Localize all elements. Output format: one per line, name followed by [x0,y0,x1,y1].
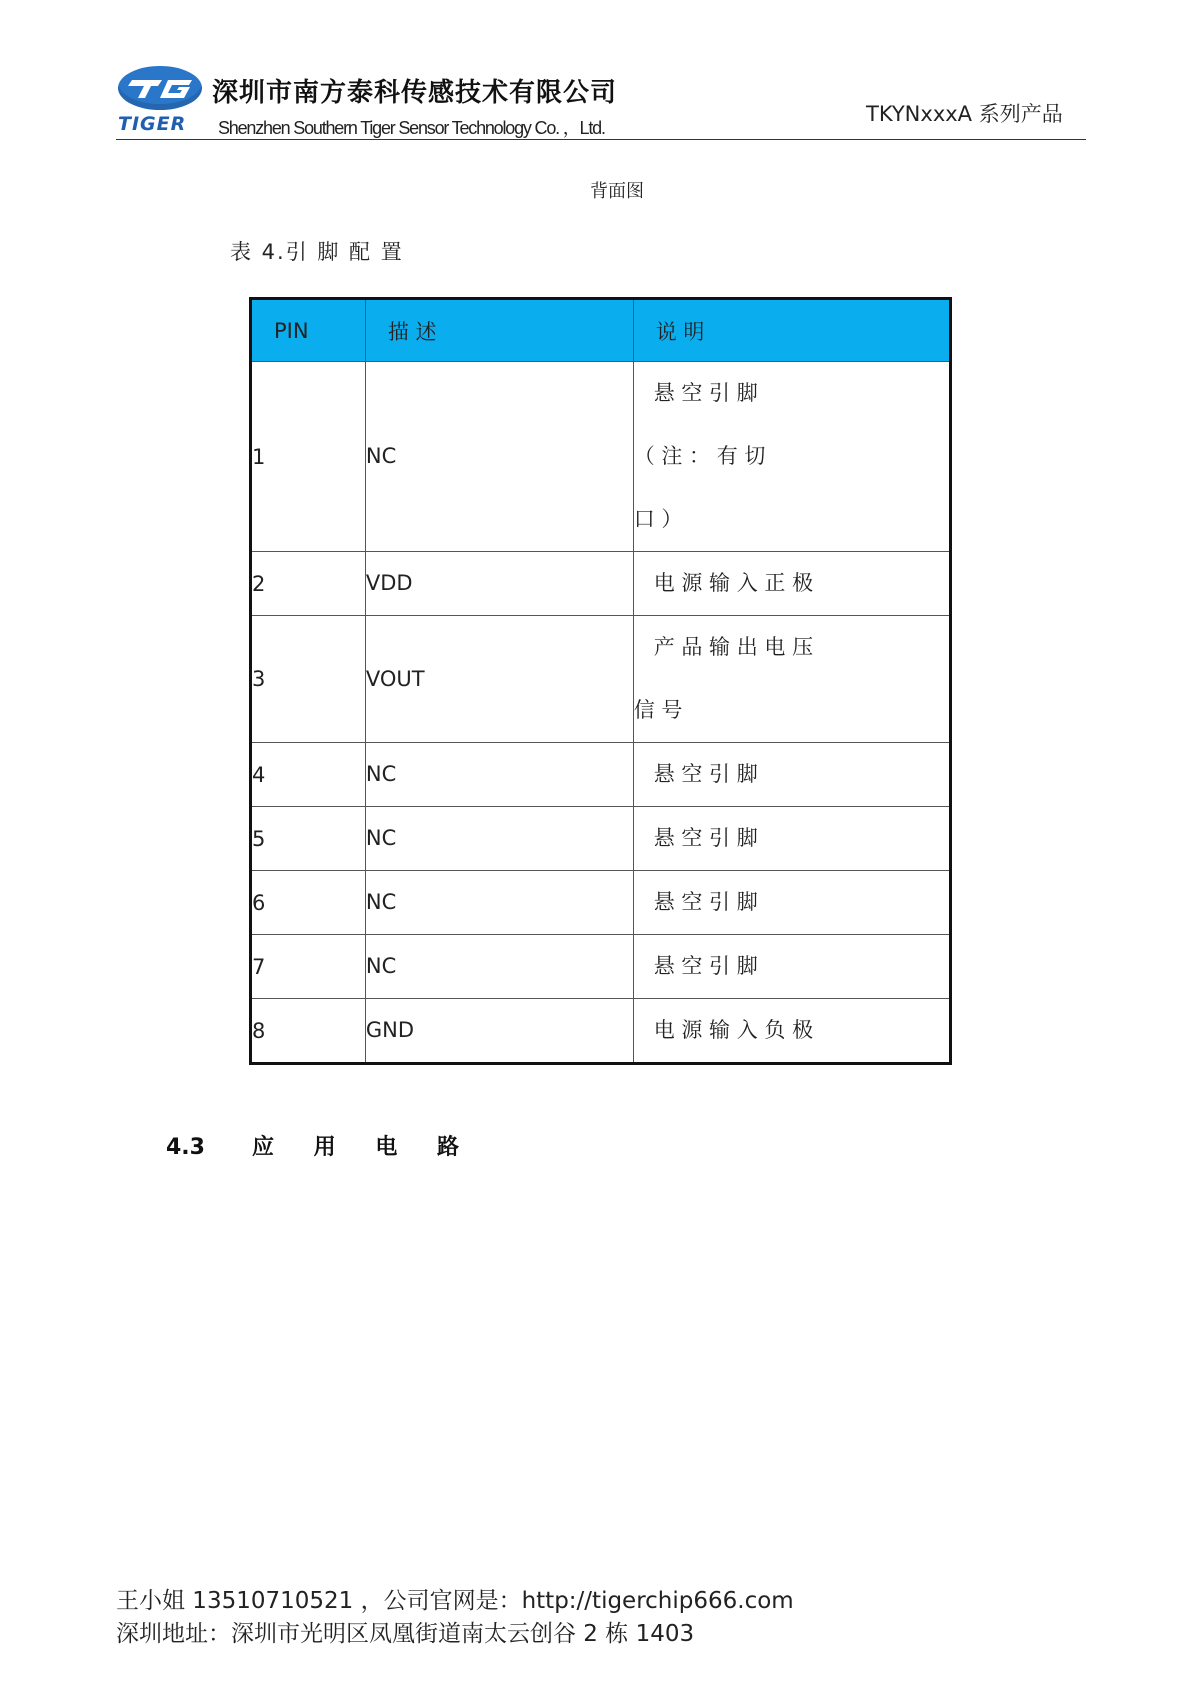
pin-explanation: 悬 空 引 脚 （ 注 ： 有 切 口 ） [633,362,950,552]
pin-description: VDD [365,552,633,616]
pin-explanation: 悬 空 引 脚 [633,807,950,871]
section-title: 应 用 电 路 [252,1135,475,1160]
pin-description: NC [365,807,633,871]
pin-explanation: 产 品 输 出 电 压 信 号 [633,616,950,743]
pin-number: 1 [251,362,366,552]
pin-number: 3 [251,616,366,743]
section-number: 4.3 [166,1135,205,1160]
header-description: 描 述 [365,299,633,362]
pin-explanation: 悬 空 引 脚 [633,871,950,935]
figure-caption: 背面图 [590,181,644,202]
pin-number: 8 [251,999,366,1064]
company-name-cn: 深圳市南方泰科传感技术有限公司 [212,78,618,108]
pin-description: NC [365,743,633,807]
table-row [251,807,951,871]
pin-explanation: 悬 空 引 脚 [633,743,950,807]
pin-number: 4 [251,743,366,807]
table-row [251,552,951,616]
table-title: 表 4.引 脚 配 置 [230,240,404,264]
pin-description: NC [365,362,633,552]
table-row [251,743,951,807]
table-row [251,362,951,552]
pin-explanation: 悬 空 引 脚 [633,935,950,999]
footer-contact: 王小姐 13510710521 ，公司官网是：http://tigerchip666.com [116,1588,794,1614]
header-pin: PIN [251,299,366,362]
pin-description: GND [365,999,633,1064]
pin-number: 7 [251,935,366,999]
pin-number: 6 [251,871,366,935]
product-series: TKYNxxxA 系列产品 [866,102,1063,126]
pin-explanation: 电 源 输 入 正 极 [633,552,950,616]
logo-wordmark: TIGER [118,113,187,135]
table-row [251,999,951,1064]
table-row [251,616,951,743]
pin-number: 2 [251,552,366,616]
pin-description: VOUT [365,616,633,743]
table-row [251,871,951,935]
table-header-row [251,299,951,362]
pin-description: NC [365,871,633,935]
pin-number: 5 [251,807,366,871]
footer-address: 深圳地址：深圳市光明区凤凰街道南太云创谷 2 栋 1403 [116,1621,695,1647]
logo-emblem [118,66,202,110]
company-name-en: Shenzhen Southern Tiger Sensor Technology Co. ，Ltd. [218,118,605,138]
header-divider [116,139,1086,140]
header-explanation: 说 明 [633,299,950,362]
pin-explanation: 电 源 输 入 负 极 [633,999,950,1064]
logo-tg-icon [118,66,202,110]
table-row [251,935,951,999]
section-heading [166,1130,475,1161]
pin-description: NC [365,935,633,999]
pin-configuration-table [249,297,952,1065]
